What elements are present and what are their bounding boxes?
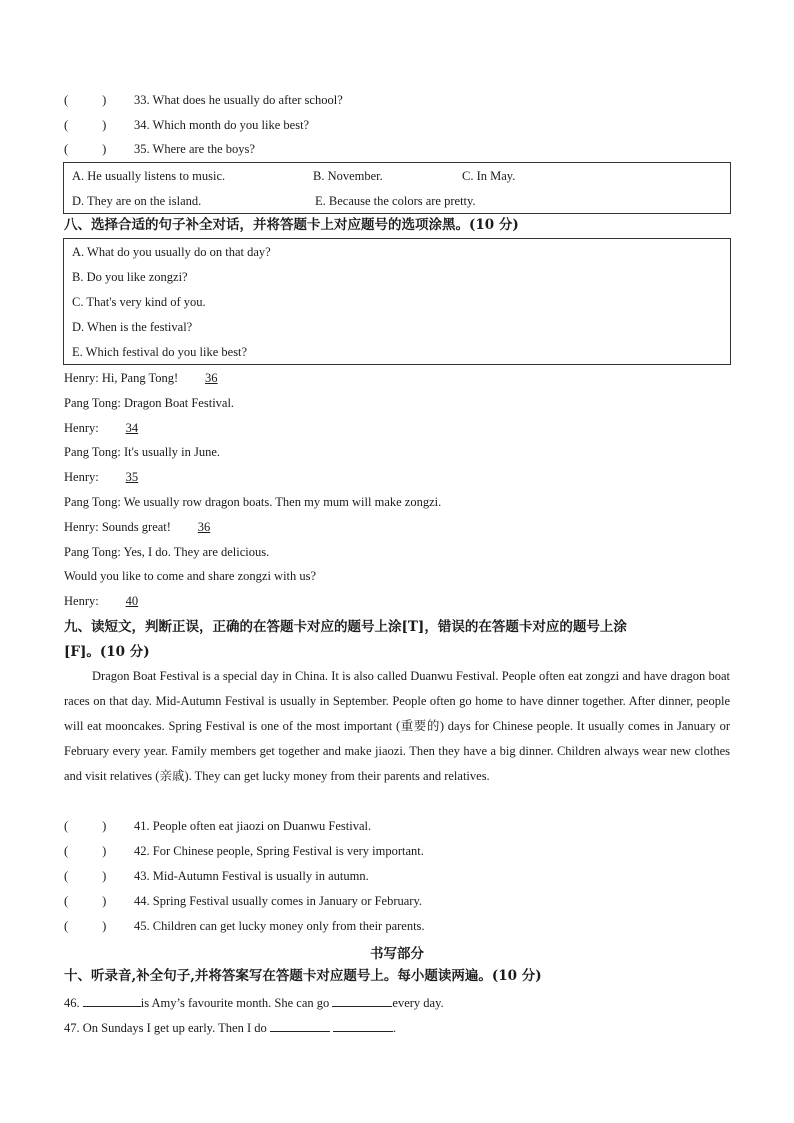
dialogue-line bbox=[64, 444, 220, 460]
dialogue-text: Pang Tong: It's usually in June. bbox=[64, 445, 221, 459]
dialogue-options-box bbox=[63, 238, 731, 365]
answer-paren-open: ( bbox=[64, 844, 69, 858]
question-text: 41. People often eat jiaozi on Duanwu Festival. bbox=[134, 819, 372, 833]
dialogue-text: Would you like to come and share zongzi with us? bbox=[64, 569, 317, 583]
question-text: 33. What does he usually do after school? bbox=[134, 93, 343, 107]
dialogue-text: Henry: bbox=[64, 421, 99, 435]
answer-paren-close: ) bbox=[102, 819, 107, 833]
dialogue-line bbox=[64, 593, 156, 609]
answer-blank[interactable] bbox=[83, 993, 141, 1007]
answer-paren-close: ) bbox=[102, 894, 107, 908]
question-46 bbox=[64, 993, 444, 1011]
dialogue-text: Henry: bbox=[64, 594, 99, 608]
question-text: 35. Where are the boys? bbox=[134, 142, 255, 156]
dialogue-option-e: E. Which festival do you like best? bbox=[72, 345, 248, 359]
section-8-heading: 八、选择合适的句子补全对话，并将答题卡上对应题号的选项涂黑。(10 分) bbox=[64, 217, 519, 233]
question-text: 34. Which month do you like best? bbox=[134, 118, 310, 132]
dialogue-line bbox=[64, 395, 234, 411]
question-42 bbox=[64, 843, 424, 859]
question-text: 47. On Sundays I get up early. Then I do bbox=[64, 1021, 267, 1035]
dialogue-text: Henry: bbox=[64, 470, 99, 484]
option-b: B. November. bbox=[313, 169, 383, 183]
dialogue-line bbox=[64, 568, 316, 584]
answer-blank[interactable]: 40 bbox=[125, 594, 139, 608]
answer-paren-close: ) bbox=[102, 142, 107, 156]
answer-paren-open: ( bbox=[64, 142, 69, 156]
answer-paren-close: ) bbox=[102, 118, 107, 132]
dialogue-option-d: D. When is the festival? bbox=[72, 320, 193, 334]
answer-paren-close: ) bbox=[102, 869, 107, 883]
dialogue-line bbox=[64, 420, 156, 436]
question-text: is Amy’s favourite month. She can go bbox=[140, 996, 330, 1010]
writing-part-title: 书写部分 bbox=[370, 946, 424, 962]
question-41 bbox=[64, 818, 371, 834]
question-text: 43. Mid-Autumn Festival is usually in autumn. bbox=[134, 869, 369, 883]
answer-paren-open: ( bbox=[64, 919, 69, 933]
question-44 bbox=[64, 893, 422, 909]
reading-passage: Dragon Boat Festival is a special day in China. It is also called Duanwu Festival. People often eat zongzi and have dragon boat races on that day. Mid-Autumn Festival is usually in September. People often go home to have dinner together. After dinner, people will eat mooncakes. Spring Festival is one of the most important (重要的) days for Chinese people. It usually comes in January or February every year. Family members get together and make jiaozi. Then they have a big dinner. Children always wear new clothes and visit relatives (亲戚). They can get lucky money from their parents and relatives. bbox=[64, 669, 730, 783]
answer-paren-open: ( bbox=[64, 819, 69, 833]
question-35 bbox=[64, 141, 255, 157]
dialogue-text: Henry: Sounds great! bbox=[64, 520, 171, 534]
question-text: 44. Spring Festival usually comes in January or February. bbox=[134, 894, 423, 908]
answer-paren-close: ) bbox=[102, 844, 107, 858]
answer-blank[interactable]: 36 bbox=[197, 520, 211, 534]
dialogue-line bbox=[64, 494, 441, 510]
question-45 bbox=[64, 918, 425, 934]
dialogue-option-a: A. What do you usually do on that day? bbox=[72, 245, 271, 259]
answer-blank[interactable]: 36 bbox=[205, 371, 218, 385]
dialogue-line bbox=[64, 370, 235, 386]
matching-options-box bbox=[63, 162, 731, 214]
answer-blank[interactable] bbox=[333, 1018, 393, 1032]
answer-paren-open: ( bbox=[64, 93, 69, 107]
answer-paren-open: ( bbox=[64, 894, 69, 908]
dialogue-option-b: B. Do you like zongzi? bbox=[72, 270, 188, 284]
option-e: E. Because the colors are pretty. bbox=[315, 194, 476, 208]
section-10-heading: 十、听录音,补全句子,并将答案写在答题卡对应题号上。每小题读两遍。(10 分) bbox=[64, 968, 542, 984]
question-43 bbox=[64, 868, 369, 884]
question-text: every day. bbox=[392, 996, 444, 1010]
answer-blank[interactable]: 34 bbox=[125, 421, 139, 435]
question-number: 46. bbox=[64, 996, 80, 1010]
question-text: 45. Children can get lucky money only from their parents. bbox=[134, 919, 425, 933]
dialogue-text: Pang Tong: Yes, I do. They are delicious. bbox=[64, 545, 270, 559]
question-text: . bbox=[393, 1021, 397, 1035]
answer-paren-open: ( bbox=[64, 118, 69, 132]
answer-blank[interactable]: 35 bbox=[125, 470, 139, 484]
option-d: D. They are on the island. bbox=[72, 194, 202, 208]
answer-paren-close: ) bbox=[102, 93, 107, 107]
option-a: A. He usually listens to music. bbox=[72, 169, 226, 183]
question-47 bbox=[64, 1018, 396, 1036]
section-9-heading-cont: [F]。(10 分) bbox=[64, 644, 150, 660]
dialogue-line bbox=[64, 519, 228, 535]
answer-paren-close: ) bbox=[102, 919, 107, 933]
dialogue-option-c: C. That's very kind of you. bbox=[72, 295, 206, 309]
question-33 bbox=[64, 92, 343, 108]
question-text: 42. For Chinese people, Spring Festival is very important. bbox=[134, 844, 424, 858]
dialogue-line bbox=[64, 469, 156, 485]
dialogue-text: Henry: Hi, Pang Tong! bbox=[64, 371, 179, 385]
answer-paren-open: ( bbox=[64, 869, 69, 883]
dialogue-text: Pang Tong: Dragon Boat Festival. bbox=[64, 396, 235, 410]
answer-blank[interactable] bbox=[270, 1018, 330, 1032]
dialogue-text: Pang Tong: We usually row dragon boats. Then my mum will make zongzi. bbox=[64, 495, 442, 509]
answer-blank[interactable] bbox=[332, 993, 392, 1007]
question-34 bbox=[64, 117, 309, 133]
option-c: C. In May. bbox=[462, 169, 516, 183]
dialogue-line bbox=[64, 544, 269, 560]
section-9-heading: 九、读短文，判断正误，正确的在答题卡对应的题号上涂[T]，错误的在答题卡对应的题号上涂 bbox=[64, 619, 627, 635]
